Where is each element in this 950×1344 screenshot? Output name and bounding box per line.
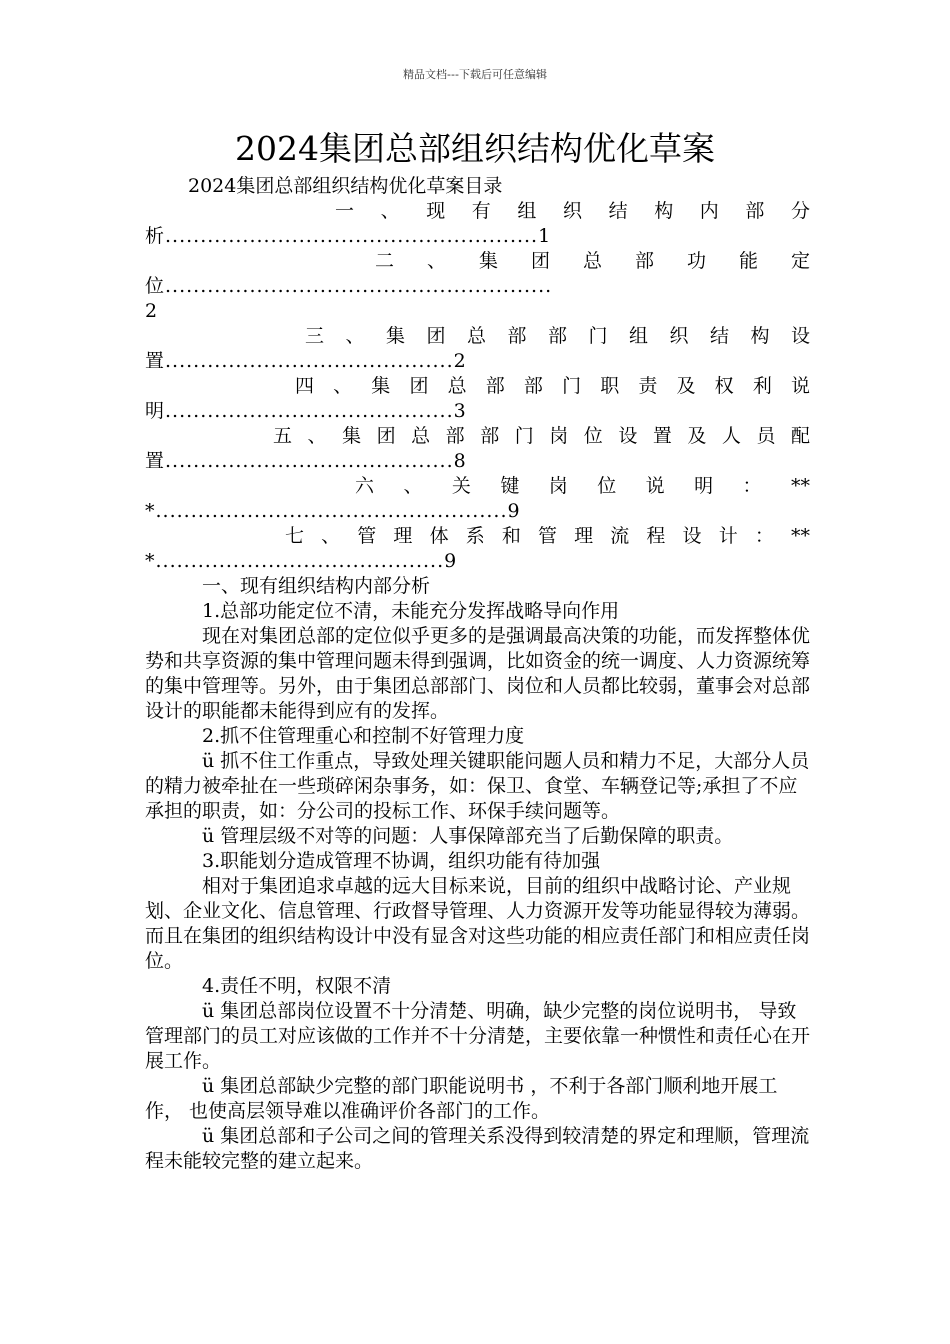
- paragraph: 现在对集团总部的定位似乎更多的是强调最高决策的功能，而发挥整体优势和共享资源的集中管理问题未得到强调，比如资金的统一调度、人力资源统筹的集中管理等。另外，由于集团总部部门、岗位和人员都比较弱，董事会对总部设计的职能都未能得到应有的发挥。: [145, 625, 811, 722]
- toc-entry-leader: *.........................................9: [145, 550, 458, 572]
- section-body: [145, 599, 810, 1174]
- subheading: 3.职能划分造成管理不协调，组织功能有待加强: [202, 850, 601, 872]
- toc-title: 2024集团总部组织结构优化草案目录: [188, 175, 503, 197]
- document-title: 2024集团总部组织结构优化草案: [235, 129, 715, 168]
- subheading: 4.责任不明，权限不清: [202, 975, 392, 997]
- toc-entry[interactable]: [145, 474, 810, 524]
- toc-entry[interactable]: [145, 249, 810, 324]
- subheading: 2.抓不住管理重心和控制不好管理力度: [202, 725, 525, 747]
- toc-entry[interactable]: [145, 199, 810, 249]
- toc-entry[interactable]: [145, 524, 810, 574]
- toc-entry-title: 六、关键岗位说明：**: [355, 475, 810, 497]
- toc-entry-title: 四、集团总部部门职责及权利说: [295, 375, 810, 397]
- toc-entry-title: 三、集团总部部门组织结构设: [305, 325, 810, 347]
- toc-entry[interactable]: [145, 374, 810, 424]
- subheading: 1.总部功能定位不清，未能充分发挥战略导向作用: [202, 600, 620, 622]
- toc-entry-leader: 析.....................................................1: [145, 225, 552, 247]
- paragraph: ü 管理层级不对等的问题：人事保障部充当了后勤保障的职责。: [202, 825, 734, 847]
- toc-entry[interactable]: [145, 324, 810, 374]
- page-header: 精品文档---下载后可任意编辑: [403, 68, 547, 81]
- paragraph: ü 集团总部和子公司之间的管理关系没得到较清楚的界定和理顺，管理流程未能较完整的建立起来。: [145, 1125, 810, 1172]
- table-of-contents: [145, 199, 810, 574]
- section-heading: 一、现有组织结构内部分析: [202, 575, 431, 597]
- toc-entry-leader: 位.......................................................: [145, 275, 553, 297]
- toc-entry-title: 五、集团总部部门岗位设置及人员配: [273, 425, 810, 447]
- toc-entry-title: 二、集团总部功能定: [375, 250, 810, 272]
- toc-entry-title: 七、管理体系和管理流程设计：**: [285, 525, 810, 547]
- toc-entry-leader: 明.........................................3: [145, 400, 467, 422]
- paragraph: ü 集团总部岗位设置不十分清楚、明确，缺少完整的岗位说明书， 导致管理部门的员工对应该做的工作并不十分清楚，主要依靠一种惯性和责任心在开展工作。: [145, 1000, 811, 1072]
- document-body: [145, 174, 810, 1174]
- paragraph: 相对于集团追求卓越的远大目标来说，目前的组织中战略讨论、产业规划、企业文化、信息管理、行政督导管理、人力资源开发等功能显得较为薄弱。而且在集团的组织结构设计中没有显含对这些功能的相应责任部门和相应责任岗位。: [145, 875, 811, 972]
- toc-entry-leader: 置.........................................2: [145, 350, 467, 372]
- paragraph: ü 集团总部缺少完整的部门职能说明书 ，不利于各部门顺利地开展工作， 也使高层领导难以准确评价各部门的工作。: [145, 1075, 778, 1122]
- paragraph: ü 抓不住工作重点，导致处理关键职能问题人员和精力不足，大部分人员的精力被牵扯在一些琐碎闲杂事务，如：保卫、食堂、车辆登记等;承担了不应承担的职责，如：分公司的投标工作、环保手续问题等。: [145, 750, 810, 822]
- toc-entry[interactable]: [145, 424, 810, 474]
- toc-entry-title: 一、现有组织结构内部分: [335, 200, 810, 222]
- toc-entry-leader: 置.........................................8: [145, 450, 467, 472]
- toc-entry-page: 2: [145, 300, 158, 322]
- toc-entry-leader: *..................................................9: [145, 500, 521, 522]
